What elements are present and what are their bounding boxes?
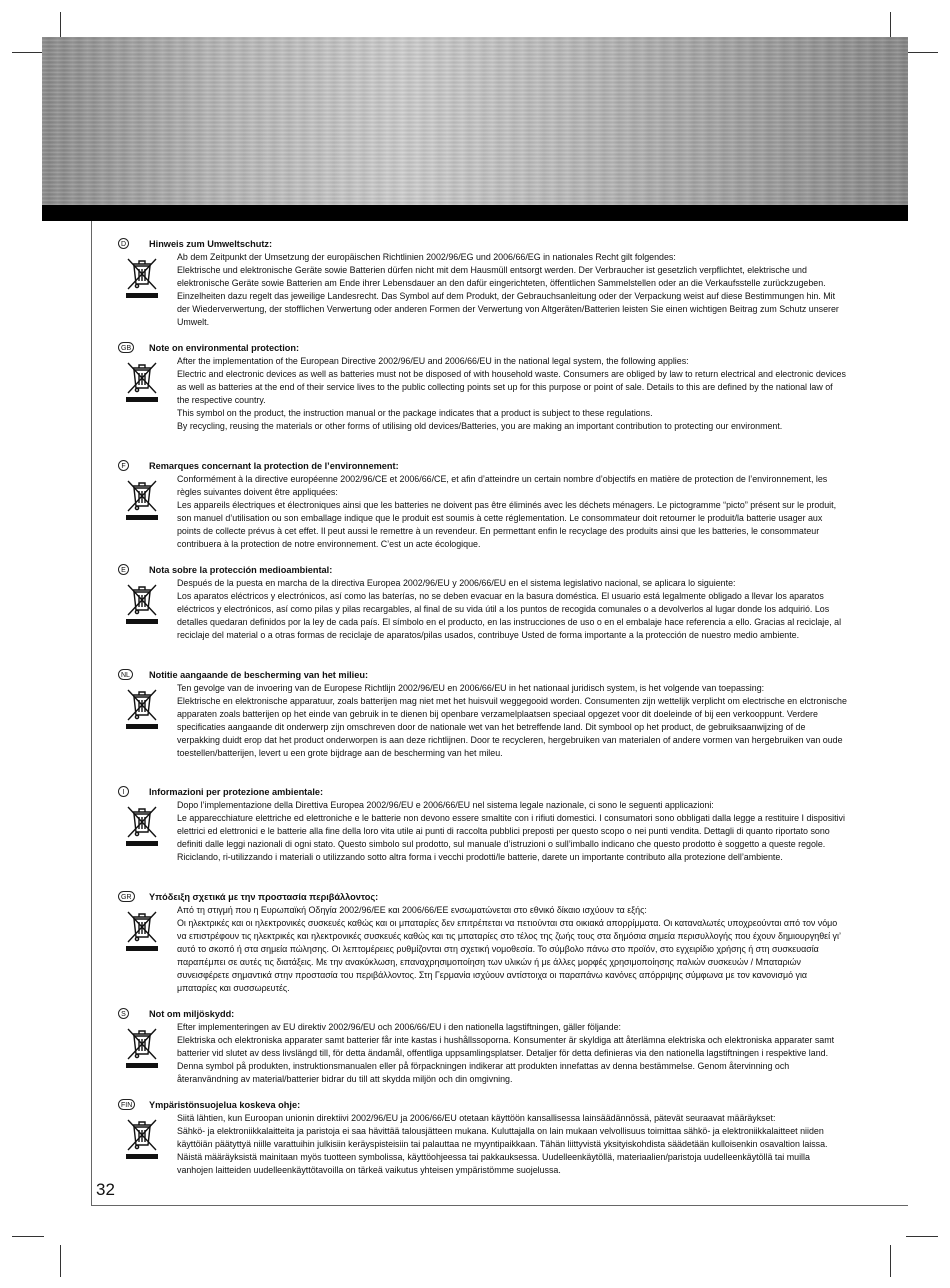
weee-icon	[124, 359, 160, 403]
weee-icon	[124, 1025, 160, 1069]
section-body	[177, 577, 847, 642]
weee-icon	[124, 255, 160, 299]
language-code-badge: E	[118, 564, 129, 575]
paragraph: Le apparecchiature elettriche ed elettroniche e le batterie non devono essere smaltite con i rifiuti domestici. I consumatori sono obbligati dalla legge a restituire I dispositivi elettrici ed elettronici e le batterie alla fine della loro vita utile ai punti di raccolta pubblici preposti per questo scopo o nei punti vendita. Dettagli di quanto riportato sono definiti dalle leggi nazionali di ogni stato. Questo simbolo sul prodotto, sul manuale d’istruzioni o sull’imballo indicano che questo prodotto è soggetto a queste regole. Riciclando, ri-utilizzando i materiali o utilizzando sotto altra forma i vecchi prodotti/le batterie, darete un importante contributo alla protezione dell’ambiente.	[177, 813, 845, 862]
paragraph: Ten gevolge van de invoering van de Europese Richtlijn 2002/96/EU en 2006/66/EU in het nationaal juridisch system, is het volgende van toepassing:	[177, 683, 765, 693]
paragraph: After the implementation of the European Directive 2002/96/EU and 2006/66/EU in the national legal system, the following applies:	[177, 356, 689, 366]
paragraph: Sähkö- ja elektroniikkalaitteita ja paristoja ei saa hävittää talousjätteen mukana. Kuluttajalla on lain mukaan velvollisuus toimittaa sähkö- ja elektroniikkalaitteet niiden käyttöiän päätyttyä niille varattuihin julkisiin keräyspisteisiin tai palauttaa ne myyntipaikkaan. Tähän liittyvistä yksityiskohdista säädetään kulloisenkin osavaltion laissa. Näistä määräyksistä mainitaan myös tuotteen symbolissa, käyttöohjeessa tai pakkauksessa. Uudelleenkäytöllä, materiaalien/paristoja uudelleenkäytöllä tai muilla vanhojen laitteiden uudelleenkäyttötavoilla on tärkeä vaikutus yhteisen ympäristömme suojelussa.	[177, 1126, 828, 1175]
section-title: Informazioni per protezione ambientale:	[149, 787, 324, 797]
paragraph: Από τη στιγμή που η Ευρωπαϊκή Οδηγία 2002/96/ΕE και 2006/66/EE ενσωματώνεται στο εθνικό δίκαιο ισχύουν τα εξής:	[177, 905, 647, 915]
language-code-badge: GB	[118, 342, 134, 353]
crop-mark	[906, 52, 938, 53]
weee-icon	[124, 1116, 160, 1160]
section-title: Not om miljöskydd:	[149, 1009, 235, 1019]
weee-icon	[124, 686, 160, 730]
crop-mark	[12, 1236, 44, 1237]
section-body	[177, 1021, 847, 1086]
weee-icon	[124, 581, 160, 625]
paragraph: Siitä lähtien, kun Euroopan unionin direktiivi 2002/96/EU ja 2006/66/EU otetaan käyttöön kansallisessa lainsäädännössä, pätevät seuraavat määräykset:	[177, 1113, 776, 1123]
section-body	[177, 473, 847, 551]
language-code-badge: D	[118, 238, 129, 249]
crop-mark	[890, 1245, 891, 1277]
paragraph: Conformément à la directive européenne 2002/96/CE et 2006/66/CE, et afin d’atteindre un certain nombre d’objectifs en matière de protection de l’environnement, les règles suivantes doivent être appliquées:	[177, 474, 828, 497]
paragraph: Dopo l’implementazione della Direttiva Europea 2002/96/EU e 2006/66/EU nel sistema legale nazionale, ci sono le seguenti applicazioni:	[177, 800, 714, 810]
section-body	[177, 355, 847, 433]
paragraph: Efter implementeringen av EU direktiv 2002/96/EU och 2006/66/EU i den nationella lagstiftningen, gäller följande:	[177, 1022, 622, 1032]
left-rule	[91, 221, 92, 1205]
paragraph: This symbol on the product, the instruction manual or the package indicates that a product is subject to these regulations.	[177, 408, 653, 418]
paragraph: Elektrische und elektronische Geräte sowie Batterien dürfen nicht mit dem Hausmüll entsorgt werden. Der Verbraucher ist gesetzlich verpflichtet, elektrische und elektronische Geräte sowie Batterien am Ende ihrer Lebensdauer an den dafür eingerichteten, öffentlichen Sammelstellen oder an die Verkaufsstelle zurückzugeben. Einzelheiten dazu regelt das jeweilige Landesrecht. Das Symbol auf dem Produkt, der Gebrauchsanleitung oder der Verpackung weist auf diese Bestimmungen hin. Mit der Wiederverwertung, der stofflichen Verwertung oder anderen Formen der Verwertung von Altgeräten/Batterien leisten Sie einen wichtigen Beitrag zum Schutz unserer Umwelt.	[177, 265, 839, 327]
paragraph: Elektriska och elektroniska apparater samt batterier får inte kastas i hushållssoporna. Konsumenter är skyldiga att återlämna elektriska och elektroniska apparater samt batterier vid slutet av dess livslängd till, för detta ändamål, offentliga uppsamlingsplatser. Detaljer för detta definieras via den nationella lagstiftningen i respektive land. Denna symbol på produkten, instruktionsmanualen eller på förpackningen indikerar att produkten innefattas av denna bestämmelse. Genom återvinning och återanvändning av material/batterier bidrar du till att skydda miljön och din omgivning.	[177, 1035, 835, 1084]
weee-icon	[124, 803, 160, 847]
section-title: Note on environmental protection:	[149, 343, 300, 353]
language-code-badge: S	[118, 1008, 129, 1019]
weee-icon	[124, 477, 160, 521]
paragraph: Les appareils électriques et électroniques ainsi que les batteries ne doivent pas être éliminés avec les déchets ménagers. Le pictogramme “picto” présent sur le produit, son manuel d’utilisation ou son emballage indique que le produit est soumis à cette réglementation. Le consommateur doit retourner le produit/la batterie usager aux points de collecte prévus à cet effet. Il peut aussi le remettre à un revendeur. En permettant enfin le recyclage des produits ainsi que les batteries, le consommateur contribuera à la protection de notre environnement. C’est un acte écologique.	[177, 500, 837, 549]
section-body	[177, 799, 847, 864]
language-code-badge: NL	[118, 669, 133, 680]
paragraph: Οι ηλεκτρικές και οι ηλεκτρονικές συσκευές καθώς και οι μπαταρίες δεν επιτρέπεται να πετιούνται στα οικιακά απορρίμματα. Οι καταναλωτές υποχρεούνται από τον νόμο να επιστρέφουν τις ηλεκτρικές και ηλεκτρονικές συσκευές καθώς και τις μπαταρίες στο τέλος της ζωής τους στα δημόσια σημεία περισυλλογής που έχουν δημιουργηθεί γι’ αυτό το σκοπό ή στα σημεία πώλησης. Οι λεπτομέρειες ρυθμίζονται στη σχετική νομοθεσία. Το σύμβολο πάνω στο προϊόν, στο εγχειρίδιο χρήσης ή στη συσκευασία παραπέμπει σε αυτές τις διατάξεις. Με την ανακύκλωση, επαναχρησιμοποίηση των υλικών ή με άλλες μορφές χρησιμοποίησης παλιών συσκευών / Μπαταριών συνεισφέρετε σημαντικά στην προστασία του περιβάλλοντος. Στη Γερμανία ισχύουν αντίστοιχα οι παραπάνω κανόνες απόρριψης σύμφωνα με τον κανονισμό για μπαταρίες και συσσωρευτές.	[177, 918, 841, 993]
bottom-rule	[91, 1205, 908, 1206]
paragraph: By recycling, reusing the materials or other forms of utilising old devices/Batteries, you are making an important contribution to protecting our environment.	[177, 421, 783, 431]
section-body	[177, 1112, 847, 1177]
section-title: Notitie aangaande de bescherming van het milieu:	[149, 670, 369, 680]
section-title: Hinweis zum Umweltschutz:	[149, 239, 273, 249]
paragraph: Después de la puesta en marcha de la directiva Europea 2002/96/EU y 2006/66/EU en el sistema legislativo nacional, se aplicara lo siguiente:	[177, 578, 736, 588]
section-title: Υπόδειξη σχετικά με την προστασία περιβάλλοντος:	[149, 892, 379, 902]
brushed-metal-banner	[42, 37, 908, 205]
crop-mark	[906, 1236, 938, 1237]
language-code-badge: FIN	[118, 1099, 135, 1110]
section-body	[177, 251, 847, 329]
paragraph: Electric and electronic devices as well as batteries must not be disposed of with household waste. Consumers are obliged by law to return electrical and electronic devices as well as batteries at the end of their service lives to the public collecting points set up for this purpose or point of sale. Details to this are defined by the national law of the respective country.	[177, 369, 846, 405]
section-body	[177, 682, 847, 760]
header-bar	[42, 205, 908, 221]
language-code-badge: F	[118, 460, 129, 471]
language-code-badge: I	[118, 786, 129, 797]
crop-mark	[60, 1245, 61, 1277]
paragraph: Ab dem Zeitpunkt der Umsetzung der europäischen Richtlinien 2002/96/EG und 2006/66/EG in nationales Recht gilt folgendes:	[177, 252, 676, 262]
language-code-badge: GR	[118, 891, 135, 902]
section-title: Nota sobre la protección medioambiental:	[149, 565, 333, 575]
page-number: 32	[96, 1180, 115, 1199]
weee-icon	[124, 908, 160, 952]
section-title: Remarques concernant la protection de l’environnement:	[149, 461, 399, 471]
section-title: Ympäristönsuojelua koskeva ohje:	[149, 1100, 301, 1110]
section-body	[177, 904, 847, 995]
paragraph: Elektrische en elektronische apparatuur, zoals batterijen mag niet met het huisvuil weggegooid worden. Consumenten zijn wettelijk verplicht om electrische en elctronische apparaten zoals batterijen op het einde van gebruik in te dienen bij openbare verzamelplaatsen speciaal opgezet voor dit doeleinde of bij een verkooppunt. Verdere specificaties aangaande dit onderwerp zijn omschreven door de nationale wet van het betreffende land. Dit symbool op het product, de gebruiksaanwijzing of de verpakking duidt erop dat het product onderworpen is aan deze richtlijnen. Door te recycleren, hergebruiken van materialen of andere vormen van hergebruiken van oude toestellen/batterijen, levert u een grote bijdrage aan de bescherming van het mileu.	[177, 696, 847, 758]
paragraph: Los aparatos eléctricos y electrónicos, así como las baterías, no se deben evacuar en la basura doméstica. El usuario está legalmente obligado a llevar los aparatos eléctricos y electrónicos, así como pilas y pilas recargables, al final de su vida útil a los puntos de recogida comunales o a devolverlos al lugar donde los adquirió. Los detalles quedaran definidos por la ley de cada país. El símbolo en el producto, en las instrucciones de uso o en el embalaje hace referencia a ello. Gracias al reciclaje, al reciclaje del material o a otras formas de reciclaje de aparatos/pilas usados, contribuye Usted de forma importante a la protección de nuestro medio ambiente.	[177, 591, 842, 640]
crop-mark	[12, 52, 44, 53]
